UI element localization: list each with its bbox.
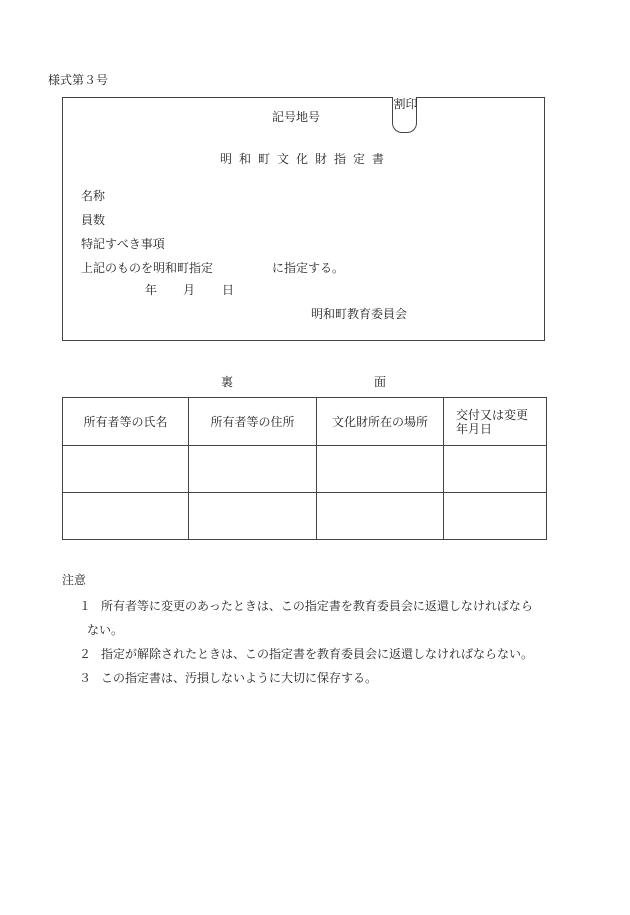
note-1-continuation: ない。 [87,623,124,637]
note-1-number: １ [79,599,92,613]
table-header-row [63,398,547,446]
column-header-property-location: 文化財所在の場所 [317,398,444,446]
tally-seal-mark [392,97,417,133]
note-2-number: ２ [79,647,92,661]
table-row [63,446,547,493]
notes-heading: 注意 [62,573,87,587]
table-cell [189,493,317,540]
table-cell [63,493,189,540]
column-header-issue-date [444,398,547,446]
table-cell [444,493,547,540]
record-number-label: 記号地号 [272,110,321,124]
table-cell [317,493,444,540]
reverse-side-table [62,397,547,540]
date-day-label: 日 [222,283,235,297]
issuer-name: 明和町教育委員会 [311,307,408,321]
table-cell [444,446,547,493]
table-cell [189,446,317,493]
statement-prefix: 上記のものを明和町指定 [81,261,214,275]
table-row [63,493,547,540]
note-1-text: 所有者等に変更のあったときは、この指定書を教育委員会に返還しなければなら [101,599,533,613]
table-cell [317,446,444,493]
field-quantity: 員数 [81,213,106,227]
date-month-label: 月 [183,283,196,297]
certificate-front-frame [62,97,545,341]
reverse-heading-left: 裏 [221,375,234,389]
column-header-owner-name: 所有者等の氏名 [63,398,189,446]
note-3-number: ３ [79,671,92,685]
tally-seal-text: 割印 [393,97,418,111]
reverse-heading-right: 面 [374,375,387,389]
table-cell [63,446,189,493]
column-header-owner-address: 所有者等の住所 [189,398,317,446]
note-2-text: 指定が解除されたときは、この指定書を教育委員会に返還しなければならない。 [101,647,534,661]
statement-suffix: に指定する。 [272,261,345,275]
certificate-title: 明和町文化財指定書 [220,152,392,166]
form-number-label: 様式第３号 [48,73,109,87]
field-name: 名称 [81,189,106,203]
note-3-text: この指定書は、汚損しないように大切に保存する。 [101,671,378,685]
date-year-label: 年 [145,283,158,297]
field-special-notes: 特記すべき事項 [81,237,165,251]
issue-date-header-text: 交付又は変更年月日 [456,407,529,436]
